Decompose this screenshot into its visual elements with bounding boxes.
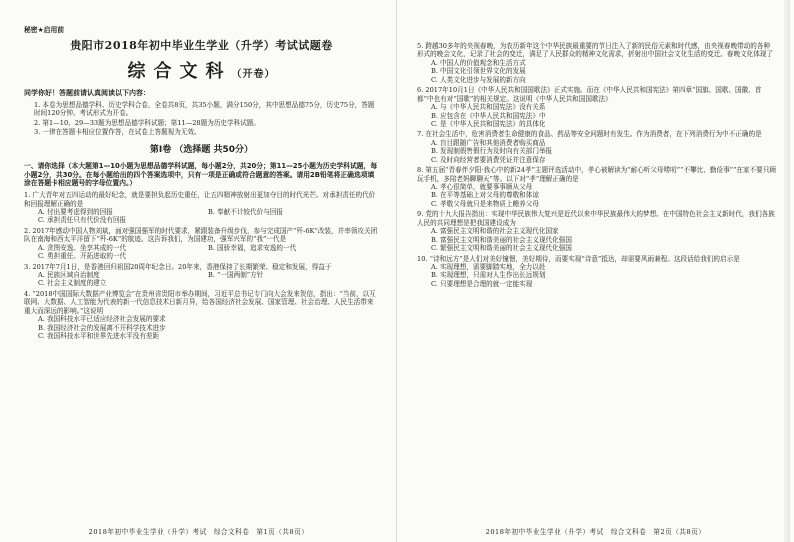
binding-shadow <box>784 0 790 542</box>
page-2 <box>397 0 794 542</box>
notice-item: 2. 第1—10、29—33题为思想品德学科试题；第11—28题为历史学科试题。 <box>34 118 260 127</box>
option-b: B. 中国文化引领世界文化的发展 <box>431 67 526 76</box>
question-stem: 6. 2017年10月1日《中华人民共和国国歌法》正式实施。而在《中华人民共和国宪法》第四章“国旗、国歌、国徽、首都”中也有对“国歌”的相关规定。这说明《中华人民共和国国歌法》 <box>417 86 762 103</box>
question-stem: 10. “诗和远方”是人们对美好憧憬，美好期待，而要实现“诗意”抵达，却需要风雨兼程。这段话给我们的启示是 <box>417 254 740 263</box>
subject-title <box>24 60 379 83</box>
option-a: A. 与《中华人民共和国宪法》没有关系 <box>431 103 546 112</box>
option-b: B. “一国两制”方针 <box>208 271 264 280</box>
option-a: A. 付出要考虑得到的回报 <box>38 207 113 216</box>
question-8 <box>417 166 776 208</box>
option-b: B. 富强民主文明和谐美丽的社会主义现代化强国 <box>431 235 572 244</box>
option-c: C. 人类文化进步与发展的新方向 <box>431 75 526 84</box>
question-5 <box>417 42 776 84</box>
secret-label: 秘密★启用前 <box>24 26 65 34</box>
option-b: B. 国骄幸福，追求安逸的一代 <box>208 243 297 252</box>
part-title: 第Ⅰ卷 （选择题 共50分） <box>149 144 254 155</box>
option-b: B. 实现理想，只需对人生作出长远规划 <box>431 271 546 280</box>
notice-item: 3. 一律在答题卡相应位置作答，在试卷上答题视为无效。 <box>34 128 201 137</box>
notice-title: 同学你好！答题前请认真阅读以下内容： <box>24 88 150 97</box>
option-b: B. 发现制假售假行为及时向有关部门举报 <box>431 147 553 156</box>
option-c: C. 只要理想是合理的就一定能实现 <box>431 279 533 288</box>
option-c: C. 繁强民主文明和谐美丽的社会主义现代化强国 <box>431 244 572 253</box>
question-stem: 2. 2017年感动中国人物刘斌，面对强国强军的时代要求，紧跟装备升级步伐，参与完成国产“歼-6K”改装，并率领攻关团队在南海和西太平洋留下“歼-6K”的航迹。这告诉我们，为国建功，强军兴军的“我”一代是 <box>24 226 378 244</box>
option-a: A. 实现理想，需要脚踏实地，全力以赴 <box>431 262 546 271</box>
option-b: B. 应包含在《中华人民共和国宪法》中 <box>431 111 546 120</box>
subject-title-main: 综合文科 <box>127 60 232 82</box>
question-stem: 1. 广大青年对五四运动的最好纪念，就是要担负起历史重任，让五四精神放射出更加夺目的时代光芒。对承担责任的代价和回报理解正确的是 <box>24 191 376 208</box>
question-9 <box>417 210 776 252</box>
option-a: A. 盲目跟随广告和其他消费者购买商品 <box>431 138 546 147</box>
page-footer: 2018年初中毕业生学业（升学）考试 综合文科卷 第2页（共8页） <box>485 527 706 536</box>
question-2 <box>24 227 379 261</box>
option-b: B. 在平等基础上对父母的尊敬和体谅 <box>431 191 539 200</box>
option-c: C. 是《中华人民共和国宪法》的具体化 <box>431 119 546 128</box>
option-c: C. 及时向经营者要消费凭证并注意保存 <box>431 155 546 164</box>
subject-title-sub: （开卷） <box>231 68 276 80</box>
instruction-text: 一、请你选择（本大题第1—10小题为思想品德学科试题，每小题2分，共20分；第11—25小题为历史学科试题，每小题2分，共30分。在每小题给出的四个答案选项中，只有一项是正确或符合题意的答案。请用2B铅笔将正确选项填涂在答题卡相应题号的字母位置内。） <box>24 162 378 188</box>
option-c: C. 承担责任只有代价没有回报 <box>38 216 127 225</box>
option-b: B. 我国经济社会的发展离不开科学技术进步 <box>38 323 166 332</box>
option-c: C. 勇担重任、开拓进取的一代 <box>38 252 127 261</box>
question-stem: 8. 第五届“青春伴夕阳·我心中的新24孝”主题评选活动中，孝心被解读为“耐心听父母唠叨”“不攀比、勤俭事”“在家不要只顾玩手机，多陪老妈聊聊天”等。以下对“孝”理解正确的是 <box>417 166 776 183</box>
option-c: C. 社会主义制度的建立 <box>38 279 107 288</box>
question-6 <box>417 86 776 128</box>
question-stem: 9. 党的十九大报告指出：实现中华民族伟大复兴是近代以来中华民族最伟大的梦想。在中国特色社会主义新时代，我们各族人民的共同理想是把我国建设成为 <box>417 210 775 227</box>
question-stem: 7. 在社会生活中，危害消费者生命健康的食品、药品等安全问题时有发生。作为消费者，在下列消费行为中不正确的是 <box>417 130 762 139</box>
option-a: A. 贪图安逸、坐享其成的一代 <box>38 243 127 252</box>
question-1 <box>24 191 379 225</box>
question-stem: 5. 跨越30多年的央视春晚，为农历新年这个中华民族最重要的节日注入了新的民俗元素和时代感，由央视春晚带动的各种形式的晚会文化，记录了社会的变迁，满足了人民群众的精神文化需求，折射出中国社会文化生活的变迁。春晚文化体现了 <box>417 42 774 59</box>
option-a: A. 我国科技水平已适应经济社会发展的要求 <box>38 315 166 324</box>
option-a: A. 富强民主文明和谐的社会主义现代化国家 <box>431 227 559 236</box>
page-footer: 2018年初中毕业生学业（升学）考试 综合文科卷 第1页（共8页） <box>88 527 309 536</box>
option-a: A. 民族区域自治制度 <box>38 271 100 280</box>
notice-item: 1. 本卷为思想品德学科、历史学科合卷，全卷共8页，共35小题，满分150分，其中思想品德75分，历史75分，答题时间120分钟。考试形式为开卷。 <box>34 100 375 118</box>
option-b: B. 奉献不计较代价与回报 <box>208 207 283 216</box>
question-3 <box>24 263 379 288</box>
exam-title: 贵阳市2018年初中毕业生学业（升学）考试试题卷 <box>70 38 333 52</box>
question-stem: 3. 2017年7月1日，是香港回归祖国20周年纪念日。20年来，香港保持了长期繁荣、稳定和发展，得益于 <box>24 262 332 271</box>
option-c: C. 孝敬父母就只是来物质上赡养父母 <box>431 199 539 208</box>
question-7 <box>417 130 776 164</box>
option-c: C. 我国科技水平和世界先进水平没有差距 <box>38 332 160 341</box>
question-10 <box>417 255 776 289</box>
question-4 <box>24 290 379 341</box>
option-a: A. 中国人的价值观念和生活方式 <box>431 58 526 67</box>
question-stem: 4. “2018中国国际大数据产业博览会”在贵州省贵阳市举办期间，习近平总书记专门向大会发来贺信，指出：“当前，以互联网、大数据、人工智能为代表的新一代信息技术日新月异，给各国经济社会发展、国家管理、社会治理、人民生活带来重大而深远的影响。”这说明 <box>24 289 376 315</box>
option-a: A. 孝心很简单，就要事事顺从父母 <box>431 183 533 191</box>
